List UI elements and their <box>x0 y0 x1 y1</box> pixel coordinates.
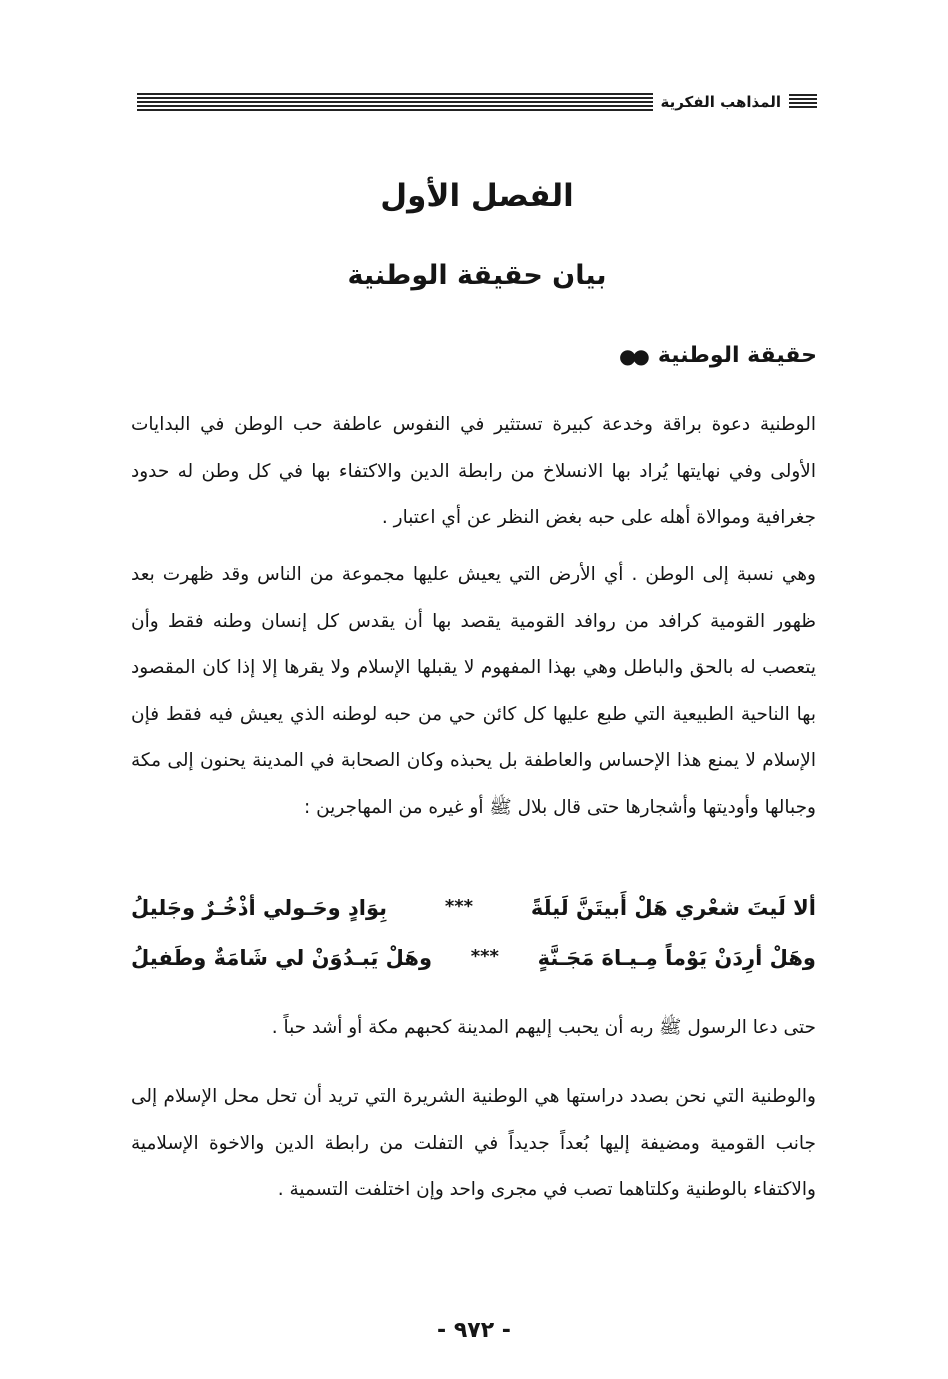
header-rule-long <box>137 93 653 111</box>
poem-line <box>131 946 816 970</box>
bullet-dots-icon: ●● <box>618 343 646 368</box>
chapter-subtitle: بيان حقيقة الوطنية <box>347 260 607 291</box>
running-header-title: المذاهب الفكرية <box>660 93 781 111</box>
page-number: - ٩٧٢ - <box>437 1318 511 1343</box>
chapter-title: الفصل الأول <box>380 178 574 214</box>
poem-separator: *** <box>444 896 474 917</box>
poem-hemistich-first: وهَلْ أرِدَنْ يَوْماً مِـيـاهَ مَجَـنَّةٍ <box>537 946 816 970</box>
poem-line <box>131 896 816 920</box>
header-rule-short <box>789 94 817 110</box>
paragraph-definition: الوطنية دعوة براقة وخدعة كبيرة تستثير في النفوس عاطفة حب الوطن في البدايات الأولى وفي نهايتها يُراد بها الانسلاخ من رابطة الدين والاكتفاء بها في كل وطن له حدود جغرافية وموالاة أهله على حبه بغض النظر عن أي اعتبار . <box>131 414 816 528</box>
poem-hemistich-second: وهَلْ يَبـدُوَنْ لي شَامَةٌ وطَفيلُ <box>131 946 433 970</box>
poem-hemistich-second: بِوَادٍ وحَـولي أذْخُـرٌ وجَليلُ <box>131 896 388 920</box>
section-heading <box>619 343 817 368</box>
poem-separator: *** <box>470 946 499 967</box>
paragraph-prophet-prayer: حتى دعا الرسول ﷺ ربه أن يحبب إليهم المدينة كحبهم مكة أو أشد حباً . <box>271 1017 816 1038</box>
running-header <box>137 88 817 116</box>
poem-hemistich-first: ألا لَيتَ شعْري هَلْ أَبيتَنَّ لَيلَةً <box>530 896 816 920</box>
section-heading-text: حقيقة الوطنية <box>657 343 817 368</box>
paragraph-harmful-nationalism: والوطنية التي نحن بصدد دراستها هي الوطنية الشريرة التي تريد أن تحل محل الإسلام إلى جانب القومية ومضيفة إليها بُعداً جديداً في التفلت من رابطة الدين والاخوة الإسلامية والاكتفاء بالوطنية وكلتاهما تصب في مجرى واحد وإن اختلفت التسمية . <box>131 1086 816 1200</box>
paragraph-origin: وهي نسبة إلى الوطن . أي الأرض التي يعيش عليها مجموعة من الناس وقد ظهرت بعد ظهور القومية كرافد من روافد القومية يقصد بها أن يقدس كل إنسان وطنه فقط وأن يتعصب له بالحق والباطل وهي بهذا المفهوم لا يقبلها الإسلام ولا يقرها إلا إذا كان المقصود بها الناحية الطبيعية التي طبع عليها كل كائن حي من حبه لوطنه الذي يعيش فيه فقط فإن الإسلام لا يمنع هذا الإحساس والعاطفة بل يحبذه وكان الصحابة في المدينة يحنون إلى مكة وجبالها وأوديتها وأشجارها حتى قال بلال ﷺ أو غيره من المهاجرين : <box>131 564 816 818</box>
